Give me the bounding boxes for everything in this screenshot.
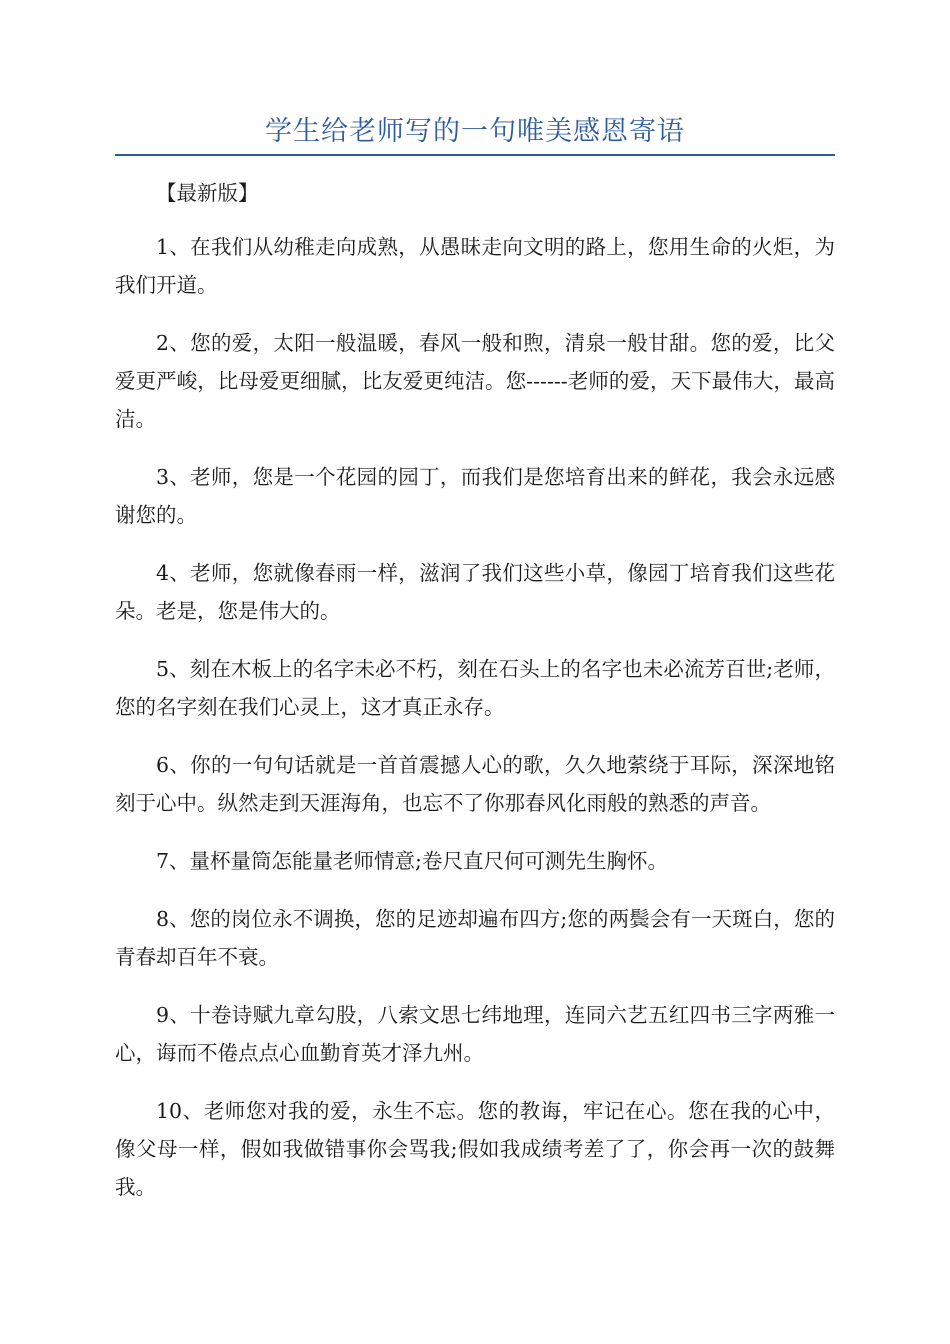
- paragraph-7: 7、量杯量筒怎能量老师情意;卷尺直尺何可测先生胸怀。: [156, 849, 668, 873]
- document-body: [115, 174, 835, 1226]
- paragraph-10: 10、老师您对我的爱，永生不忘。您的教诲，牢记在心。您在我的心中，像父母一样，假如我做错事你会骂我;假如我成绩考差了了，你会再一次的鼓舞我。: [115, 1099, 835, 1199]
- paragraph-2: 2、您的爱，太阳一般温暖，春风一般和煦，清泉一般甘甜。您的爱，比父爱更严峻，比母爱更细腻，比友爱更纯洁。您------老师的爱，天下最伟大，最高洁。: [115, 331, 835, 431]
- paragraph-3: 3、老师，您是一个花园的园丁，而我们是您培育出来的鲜花，我会永远感谢您的。: [115, 465, 835, 527]
- paragraph-1: 1、在我们从幼稚走向成熟，从愚昧走向文明的路上，您用生命的火炬，为我们开道。: [115, 235, 835, 297]
- paragraph-5: 5、刻在木板上的名字未必不朽，刻在石头上的名字也未必流芳百世;老师，您的名字刻在我们心灵上，这才真正永存。: [115, 657, 835, 719]
- paragraph-9: 9、十卷诗赋九章勾股，八索文思七纬地理，连同六艺五红四书三字两雅一心，诲而不倦点点心血勤育英才泽九州。: [115, 1003, 835, 1065]
- paragraph-8: 8、您的岗位永不调换，您的足迹却遍布四方;您的两鬓会有一天斑白，您的青春却百年不衰。: [115, 907, 835, 969]
- paragraph-6: 6、你的一句句话就是一首首震撼人心的歌，久久地萦绕于耳际，深深地铭刻于心中。纵然走到天涯海角，也忘不了你那春风化雨般的熟悉的声音。: [115, 753, 835, 815]
- document-title: 学生给老师写的一句唯美感恩寄语: [265, 116, 685, 147]
- edition-label: 【最新版】: [156, 181, 259, 205]
- paragraph-4: 4、老师，您就像春雨一样，滋润了我们这些小草，像园丁培育我们这些花朵。老是，您是伟大的。: [115, 561, 835, 623]
- title-underline: [115, 154, 835, 156]
